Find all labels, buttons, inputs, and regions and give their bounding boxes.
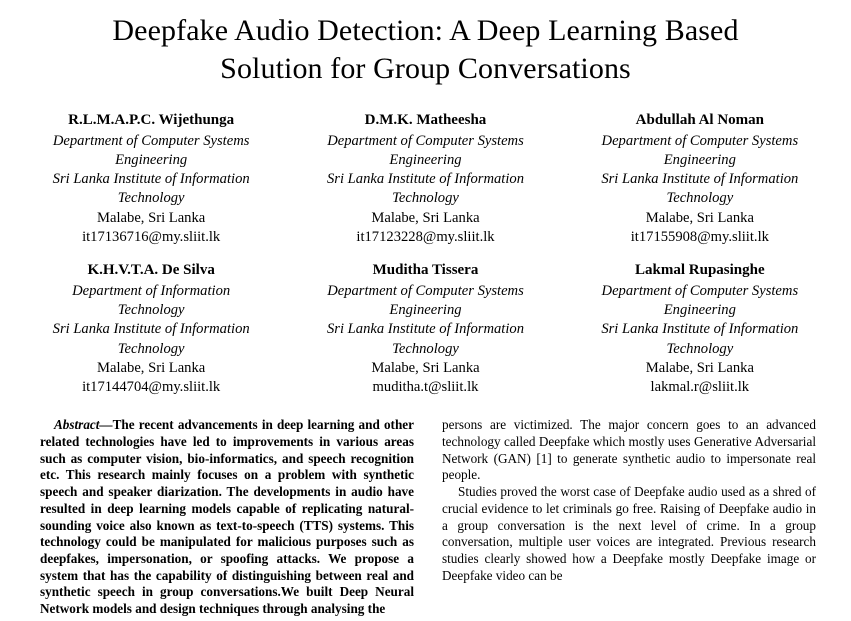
author-email[interactable]: it17144704@my.sliit.lk (82, 379, 221, 396)
author-name: D.M.K. Matheesha (364, 111, 487, 128)
author-entry (288, 111, 562, 247)
author-name: K.H.V.T.A. De Silva (87, 262, 215, 279)
author-organization: Sri Lanka Institute of Information (326, 171, 524, 188)
author-department-cont: Engineering (115, 151, 188, 168)
author-organization: Sri Lanka Institute of Information (52, 321, 250, 338)
author-city: Malabe, Sri Lanka (371, 209, 480, 226)
author-department-cont: Engineering (389, 151, 462, 168)
intro-paragraph-2: Studies proved the worst case of Deepfake audio used as a shred of crucial evidence to let criminals go free. Raising of Deepfake audio in a group conversation is the next level of crime. In a group conversation, multiple user voices are integrated. Previous research studies clearly showed how a Deepfake mostly Deepfake image or Deepfake video can be (442, 484, 816, 583)
column-left (40, 417, 414, 617)
abstract-text: The recent advancements in deep learning and other related technologies have led to improvements in various areas such as computer vision, bio-informatics, and speech recognition etc. This research mainly focuses on a problem with synthetic speech and speaker diarization. The developments in audio have resulted in deep learning models capable of replicating natural-sounding voice also known as text-to-speech (TTS) systems. This technology could be manipulated for malicious purposes such as deepfakes, impersonation, or spoofing attacks. We propose a system that has the capability of distinguishing between real and synthetic speech in group conversations.We built Deep Neural Network models and design techniques through analysing the (40, 417, 414, 616)
author-organization-cont: Technology (666, 340, 734, 357)
author-city: Malabe, Sri Lanka (645, 359, 754, 376)
author-entry (288, 261, 562, 397)
author-organization-cont: Technology (666, 190, 734, 207)
author-email[interactable]: it17136716@my.sliit.lk (82, 228, 221, 245)
paper-page (0, 12, 851, 621)
author-organization: Sri Lanka Institute of Information (601, 321, 799, 338)
body-columns (40, 417, 835, 617)
author-department-cont: Engineering (663, 151, 736, 168)
author-name: Lakmal Rupasinghe (635, 262, 765, 279)
author-name: R.L.M.A.P.C. Wijethunga (68, 111, 235, 128)
author-entry (563, 261, 837, 397)
author-name: Muditha Tissera (372, 262, 479, 279)
author-email[interactable]: it17123228@my.sliit.lk (356, 228, 495, 245)
title-line-2: Solution for Group Conversations (220, 52, 631, 86)
author-block (14, 111, 837, 398)
author-city: Malabe, Sri Lanka (97, 359, 206, 376)
author-organization-cont: Technology (392, 340, 459, 357)
author-organization: Sri Lanka Institute of Information (52, 171, 250, 188)
author-name: Abdullah Al Noman (635, 111, 765, 128)
title-line-1: Deepfake Audio Detection: A Deep Learning Based (112, 14, 739, 47)
author-row (14, 111, 837, 247)
abstract-paragraph (40, 417, 414, 617)
author-department: Department of Computer Systems (601, 132, 799, 149)
author-department: Department of Information (72, 282, 231, 299)
author-email[interactable]: it17155908@my.sliit.lk (630, 228, 769, 245)
author-department-cont: Technology (117, 302, 185, 319)
author-city: Malabe, Sri Lanka (97, 209, 206, 226)
column-right (442, 417, 816, 617)
author-department: Department of Computer Systems (52, 132, 250, 149)
author-department: Department of Computer Systems (327, 132, 524, 149)
author-organization-cont: Technology (392, 190, 459, 207)
page-title (22, 12, 829, 89)
author-department-cont: Engineering (663, 302, 736, 319)
abstract-label: Abstract— (54, 417, 113, 433)
author-email[interactable]: lakmal.r@sliit.lk (650, 379, 750, 396)
author-organization: Sri Lanka Institute of Information (601, 171, 799, 188)
author-entry (14, 261, 288, 397)
author-department: Department of Computer Systems (601, 282, 799, 299)
author-city: Malabe, Sri Lanka (371, 359, 480, 376)
author-entry (563, 111, 837, 247)
author-organization-cont: Technology (117, 340, 185, 357)
author-row (14, 261, 837, 397)
author-entry (14, 111, 288, 247)
author-department-cont: Engineering (389, 302, 462, 319)
author-organization-cont: Technology (117, 190, 185, 207)
author-city: Malabe, Sri Lanka (645, 209, 754, 226)
author-email[interactable]: muditha.t@sliit.lk (372, 379, 479, 396)
intro-paragraph-continued: persons are victimized. The major concern goes to an advanced technology called Deepfake which mostly uses Generative Adversarial Network (GAN) [1] to generate synthetic audio to impersonate real people. (442, 417, 816, 483)
author-organization: Sri Lanka Institute of Information (326, 321, 524, 338)
author-department: Department of Computer Systems (327, 282, 524, 299)
